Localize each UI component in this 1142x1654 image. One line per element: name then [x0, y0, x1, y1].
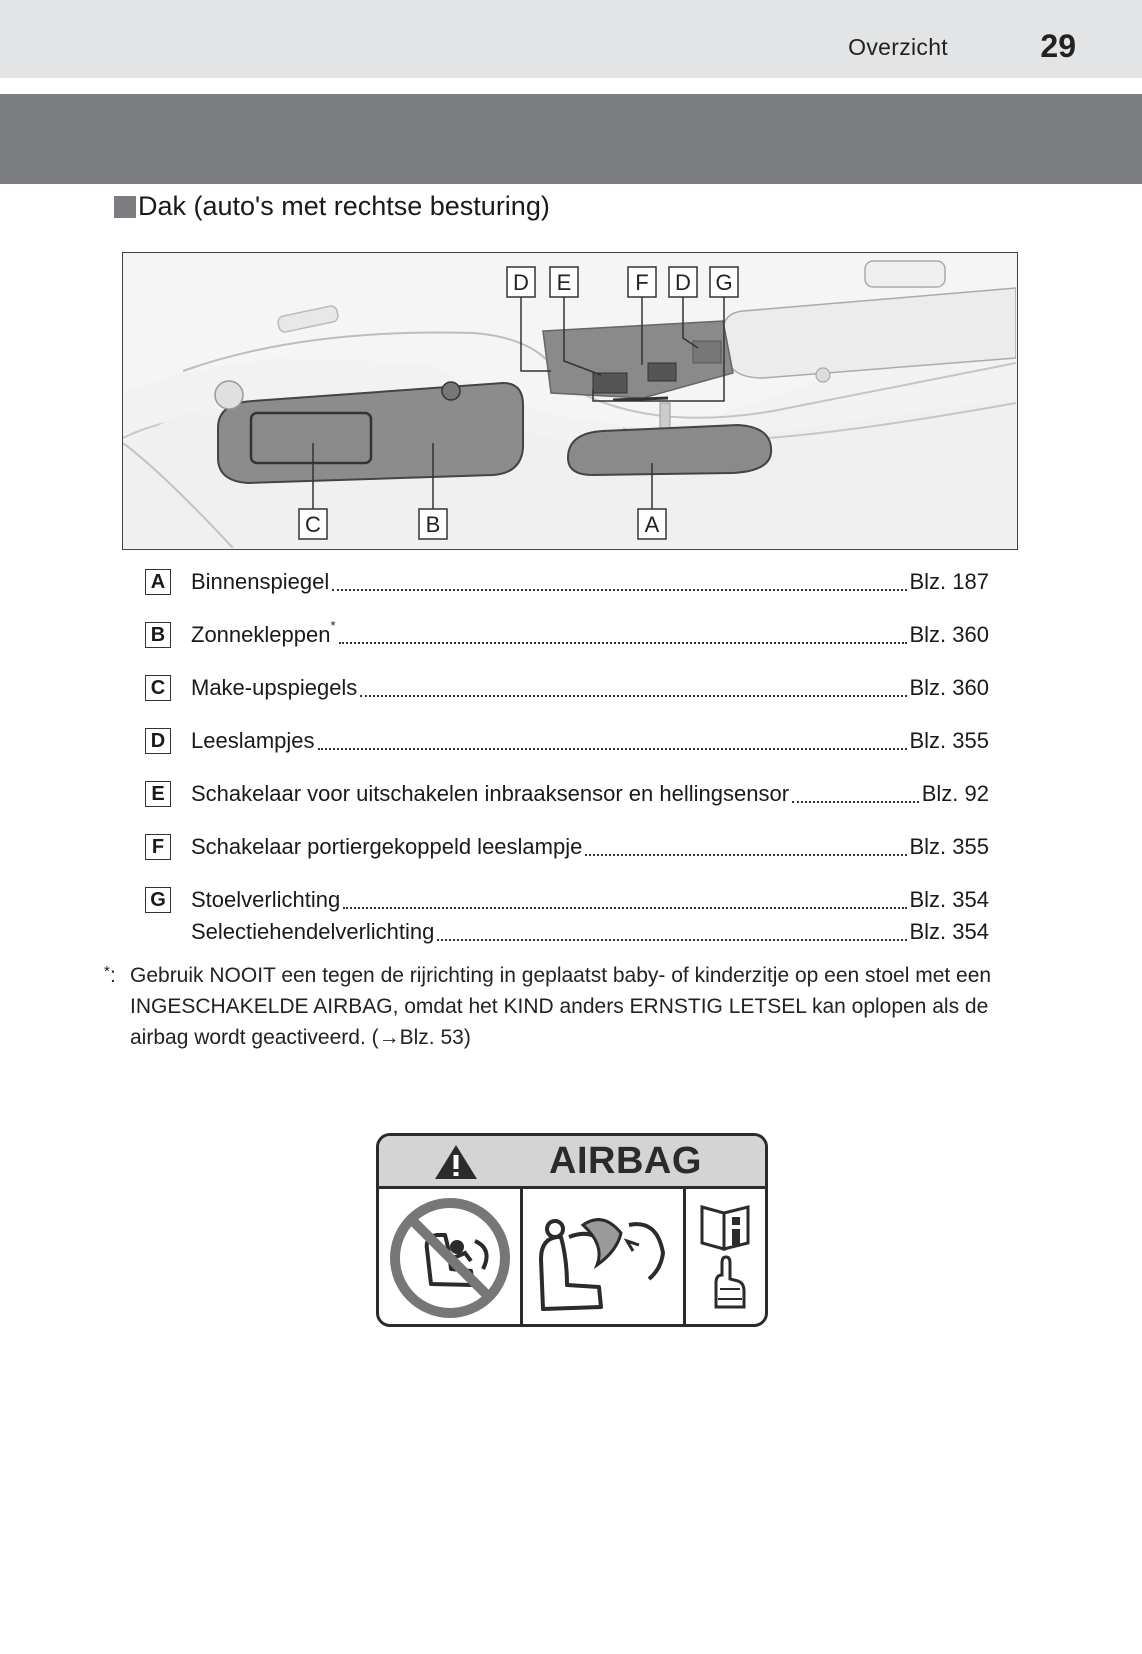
- section-label: Overzicht: [848, 34, 948, 60]
- svg-text:E: E: [556, 270, 572, 295]
- legend-label: Stoelverlichting: [191, 887, 341, 912]
- no-child-seat-icon: [379, 1189, 520, 1327]
- airbag-deployment-icon: [523, 1189, 683, 1327]
- legend-item: [145, 916, 989, 948]
- page-reference-link[interactable]: Blz. 92: [921, 781, 989, 806]
- legend-label: Make-upspiegels: [191, 675, 358, 700]
- roof-diagram: [123, 253, 1016, 548]
- header-gray-band: [0, 94, 1142, 184]
- leader-dots: [343, 885, 906, 909]
- legend-label: [191, 618, 336, 648]
- callout-B: [419, 509, 447, 539]
- svg-text:F: F: [635, 270, 649, 295]
- page-reference-link[interactable]: Blz. 360: [909, 675, 989, 700]
- legend-item: [145, 672, 989, 704]
- footnote-asterisk: *: [330, 618, 336, 633]
- callout-F: [628, 267, 656, 297]
- legend-letter: C: [145, 675, 171, 701]
- legend-item: [145, 884, 989, 916]
- svg-text:C: C: [305, 512, 321, 537]
- page-reference-link[interactable]: Blz. 360: [909, 622, 989, 647]
- leader-dots: [792, 779, 919, 803]
- svg-text:A: A: [644, 512, 660, 537]
- svg-text:D: D: [513, 270, 529, 295]
- callout-G: [710, 267, 738, 297]
- airbag-deploy-panel: [523, 1189, 686, 1327]
- legend-letter: A: [145, 569, 171, 595]
- leader-dots: [339, 620, 907, 644]
- airbag-title: AIRBAG: [549, 1140, 702, 1182]
- read-manual-panel: [686, 1189, 765, 1327]
- read-manual-icon: [686, 1189, 765, 1327]
- svg-text:D: D: [675, 270, 691, 295]
- callout-A: [638, 509, 666, 539]
- svg-text:G: G: [715, 270, 733, 295]
- legend-label: Leeslampjes: [191, 728, 315, 753]
- leader-dots: [585, 832, 906, 856]
- footnote-colon: :: [110, 964, 116, 987]
- legend-label: Selectiehendelverlichting: [191, 919, 435, 944]
- legend-item: [145, 831, 989, 863]
- roof-illustration: [122, 252, 1018, 550]
- legend-item: [145, 725, 989, 757]
- legend-letter: F: [145, 834, 171, 860]
- footnote-asterisk: *: [104, 963, 110, 980]
- leader-dots: [360, 673, 906, 697]
- warning-triangle-icon: [433, 1143, 479, 1181]
- page-reference-link[interactable]: Blz. 187: [909, 569, 989, 594]
- callout-C: [299, 509, 327, 539]
- leader-dots: [437, 917, 906, 941]
- legend-letter: B: [145, 622, 171, 648]
- page-number: 29: [1040, 28, 1076, 64]
- legend-item: [145, 619, 989, 651]
- footnote: [104, 960, 1004, 1053]
- airbag-warning-label: [376, 1133, 768, 1327]
- leader-dots: [332, 567, 906, 591]
- footnote-text: Gebruik NOOIT een tegen de rijrichting in geplaatst baby- of kinderzitje op een stoel met een INGESCHAKELDE AIRBAG, omdat het KIND anders ERNSTIG LETSEL kan oplopen als de airbag wordt geactiveerd. (→Blz. 53): [130, 964, 992, 1049]
- legend-letter: G: [145, 887, 171, 913]
- page-reference-link[interactable]: Blz. 354: [909, 887, 989, 912]
- legend-label: Schakelaar portiergekoppeld leeslampje: [191, 834, 583, 859]
- page-header: [0, 0, 1142, 81]
- legend-item: [145, 778, 989, 810]
- legend-label: Binnenspiegel: [191, 569, 330, 594]
- page-reference-link[interactable]: Blz. 354: [909, 919, 989, 944]
- no-rear-facing-seat-panel: [379, 1189, 523, 1327]
- section-title: [114, 191, 550, 222]
- legend-letter: D: [145, 728, 171, 754]
- legend-letter: E: [145, 781, 171, 807]
- airbag-label-panels: [379, 1189, 765, 1327]
- page-reference-link[interactable]: Blz. 355: [909, 728, 989, 753]
- svg-text:B: B: [425, 512, 441, 537]
- callout-D-left: [507, 267, 535, 297]
- legend-label-text: Zonnekleppen: [191, 622, 331, 647]
- page-reference-link[interactable]: Blz. 355: [909, 834, 989, 859]
- legend-label: Schakelaar voor uitschakelen inbraaksensor en hellingsensor: [191, 781, 790, 806]
- section-title-text: Dak (auto's met rechtse besturing): [138, 191, 550, 221]
- legend-item: [145, 566, 989, 598]
- callout-D-right: [669, 267, 697, 297]
- airbag-label-header: [379, 1136, 765, 1189]
- section-square-icon: [114, 196, 136, 218]
- callout-E: [550, 267, 578, 297]
- leader-dots: [318, 726, 907, 750]
